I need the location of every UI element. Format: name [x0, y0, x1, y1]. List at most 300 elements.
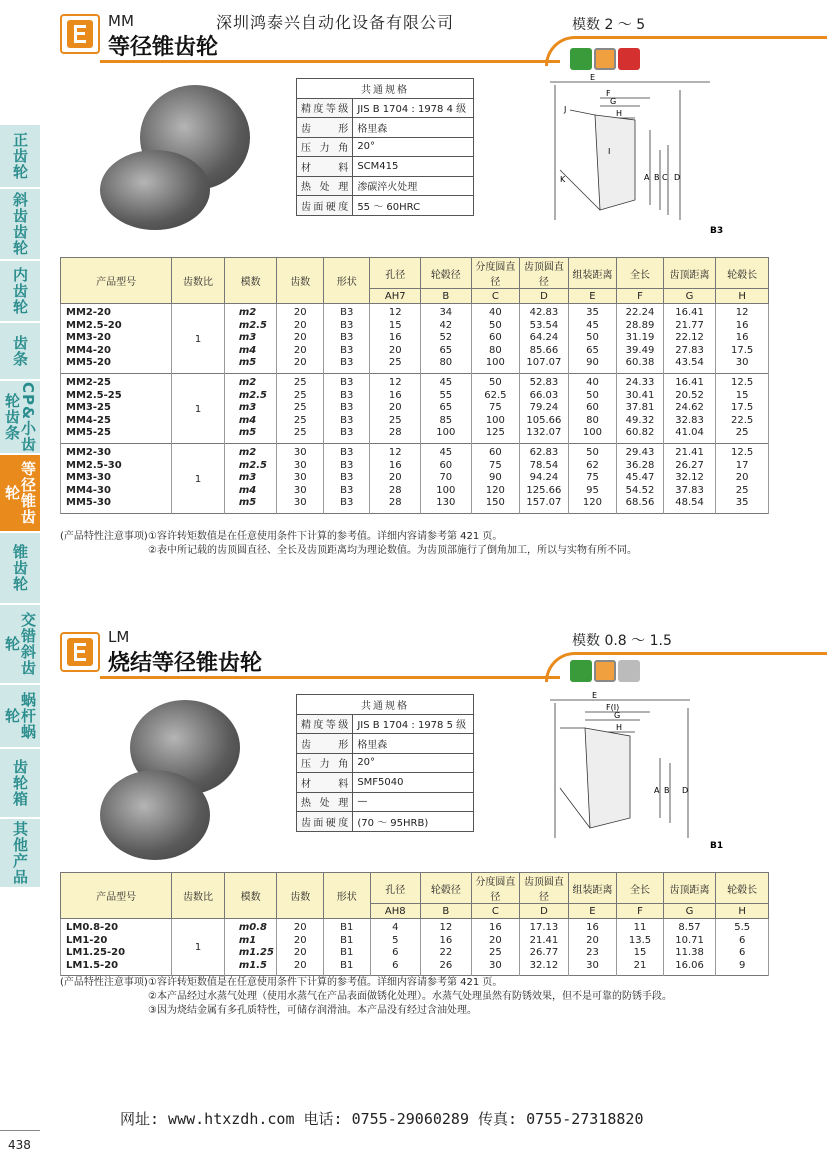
gear-ratio-cell: 1 [172, 443, 225, 513]
diagram-dim: E [592, 691, 598, 700]
table-cell: 30 [471, 960, 520, 976]
table-cell: B3 [323, 427, 370, 443]
part-number-cell: LM1.5-20 [61, 960, 172, 976]
table-row [61, 345, 769, 358]
diagram-dim: K [560, 175, 566, 184]
column-header: 齿顶圆直径 [520, 258, 569, 289]
table-cell: 24.33 [617, 373, 664, 389]
page-number: 438 [8, 1138, 31, 1152]
part-number-cell: MM4-25 [61, 415, 172, 428]
spec-value: — [353, 792, 474, 812]
part-number-cell: MM2-20 [61, 304, 172, 320]
table-cell: 25 [277, 415, 324, 428]
table-cell: 6 [370, 960, 421, 976]
diagram-dim: B [654, 173, 660, 182]
machining-icon [594, 660, 616, 682]
company-name: 深圳鸿泰兴自动化设备有限公司 [216, 13, 455, 32]
table-cell: B1 [324, 947, 371, 960]
section2-dimension-diagram [540, 688, 740, 853]
spec-value: JIS B 1704 : 1978 4 级 [353, 98, 474, 118]
table-cell: B3 [323, 415, 370, 428]
note-item: ①容许转矩数值是在任意使用条件下计算的参考值。详细内容请参考第 421 页。 [148, 531, 503, 542]
side-tab[interactable]: 交错斜齿轮 [0, 605, 40, 685]
table-cell: B3 [323, 390, 370, 403]
column-subheader: AH7 [370, 289, 421, 304]
table-cell: m4 [224, 345, 277, 358]
table-cell: 16.41 [663, 304, 716, 320]
table-cell: 11 [617, 919, 664, 935]
gear-ratio-cell: 1 [172, 373, 225, 443]
part-number-cell: MM5-30 [61, 497, 172, 513]
column-header: 分度圆直径 [471, 258, 520, 289]
spec-value: 20° [353, 753, 474, 773]
diagram-dim: D [682, 786, 689, 795]
diagram-dim: A [654, 786, 660, 795]
part-number-cell: LM1.25-20 [61, 947, 172, 960]
spec-label: 齿面硬度 [297, 812, 353, 832]
table-cell: 30 [277, 460, 324, 473]
table-cell: 20 [277, 960, 324, 976]
table-row [61, 472, 769, 485]
table-cell: 24.62 [663, 402, 716, 415]
table-cell: 12 [421, 919, 472, 935]
table-cell: m5 [224, 497, 277, 513]
table-cell: 20 [277, 345, 324, 358]
rohs-icon [570, 660, 592, 682]
table-cell: m2.5 [224, 390, 277, 403]
column-header: 产品型号 [61, 258, 172, 304]
table-cell: 8.57 [663, 919, 716, 935]
table-cell: 52 [421, 332, 472, 345]
table-cell: 42 [421, 320, 472, 333]
table-cell: B3 [323, 357, 370, 373]
spec-label: 齿形 [297, 118, 353, 138]
table-cell: 20 [277, 947, 324, 960]
table-cell: 78.54 [520, 460, 569, 473]
section1-dimension-diagram [540, 70, 740, 240]
table-cell: 60 [471, 443, 520, 459]
table-row [61, 960, 769, 976]
side-tab[interactable]: 齿条 [0, 323, 40, 381]
table-cell: 10.71 [663, 935, 716, 948]
table-cell: 16.41 [663, 373, 716, 389]
table-cell: 79.24 [520, 402, 569, 415]
diagram-dim: J [564, 105, 567, 114]
table-cell: 29.43 [617, 443, 664, 459]
table-cell: 64.24 [520, 332, 569, 345]
column-header: 组装距离 [568, 258, 617, 289]
spec-value: SCM415 [353, 157, 474, 177]
table-cell: 25 [716, 485, 769, 498]
table-cell: 70 [421, 472, 472, 485]
part-number-cell: MM3-30 [61, 472, 172, 485]
table-cell: 17.13 [520, 919, 569, 935]
table-cell: m4 [224, 415, 277, 428]
table-cell: 20 [277, 919, 324, 935]
diagram-dim: B [664, 786, 670, 795]
table-cell: 45.47 [617, 472, 664, 485]
side-tab[interactable]: 斜齿齿轮 [0, 189, 40, 261]
column-header: 形状 [324, 873, 371, 919]
note-item: ②表中所记载的齿顶圆直径、全长及齿顶距离均为理论数值。为齿顶部施行了倒角加工，所以与实物有所不同。 [148, 545, 637, 556]
table-row [61, 357, 769, 373]
column-subheader: C [471, 904, 520, 919]
table-cell: 20 [277, 320, 324, 333]
diagram-dim: H [616, 109, 623, 118]
table-cell: 100 [421, 427, 472, 443]
table-cell: 17.5 [716, 345, 769, 358]
table-cell: 32.83 [663, 415, 716, 428]
table-row [61, 460, 769, 473]
table-cell: 25 [277, 390, 324, 403]
brand-logo-icon [60, 632, 100, 672]
table-cell: B3 [323, 443, 370, 459]
column-subheader: H [716, 289, 769, 304]
column-subheader: H [716, 904, 769, 919]
table-cell: 41.04 [663, 427, 716, 443]
table-cell: 15 [716, 390, 769, 403]
table-cell: 100 [568, 427, 617, 443]
table-cell: 25 [370, 357, 421, 373]
part-number-cell: MM4-20 [61, 345, 172, 358]
spec-value: JIS B 1704 : 1978 5 级 [353, 714, 474, 734]
table-cell: 16 [471, 919, 520, 935]
table-cell: 60 [471, 332, 520, 345]
table-cell: 52.83 [520, 373, 569, 389]
table-cell: 21 [617, 960, 664, 976]
section2-notes [60, 976, 820, 1018]
table-cell: 100 [421, 485, 472, 498]
table-cell: 75 [568, 472, 617, 485]
spec-value: 20° [353, 137, 474, 157]
table-cell: 25 [471, 947, 520, 960]
table-cell: 26.27 [663, 460, 716, 473]
side-tab[interactable]: 正齿轮 [0, 125, 40, 189]
table-cell: 62.83 [520, 443, 569, 459]
table-cell: 85.66 [520, 345, 569, 358]
table-row [61, 320, 769, 333]
section1-header-line [100, 60, 560, 63]
column-header: 轮毂径 [421, 258, 472, 289]
table-cell: B3 [323, 332, 370, 345]
table-cell: 60.38 [617, 357, 664, 373]
spec-label: 精度等级 [297, 714, 353, 734]
table-cell: 32.12 [663, 472, 716, 485]
part-number-cell: MM5-25 [61, 427, 172, 443]
table-cell: 15 [617, 947, 664, 960]
table-cell: 16 [716, 320, 769, 333]
section2-header-line [100, 676, 560, 679]
table-cell: 130 [421, 497, 472, 513]
table-cell: 30 [277, 485, 324, 498]
section1-module-range: 模数 2 ～ 5 [572, 17, 646, 33]
table-cell: 26.77 [520, 947, 569, 960]
table-cell: B1 [324, 935, 371, 948]
table-row [61, 415, 769, 428]
column-subheader: F [617, 904, 664, 919]
hardened-icon [618, 48, 640, 70]
table-cell: 22.12 [663, 332, 716, 345]
column-header: 轮毂长 [716, 258, 769, 289]
table-cell: 75 [471, 460, 520, 473]
column-header: 齿顶距离 [663, 873, 716, 904]
spec-value: 渗碳淬火处理 [353, 176, 474, 196]
table-cell: m2.5 [224, 320, 277, 333]
table-row [61, 935, 769, 948]
gear-photo-bottom [100, 770, 210, 860]
spec-label: 热处理 [297, 792, 353, 812]
section1-spec-table [296, 78, 474, 216]
table-cell: 25 [277, 373, 324, 389]
table-cell: 39.49 [617, 345, 664, 358]
table-cell: 94.24 [520, 472, 569, 485]
table-cell: 45 [421, 373, 472, 389]
part-number-cell: LM0.8-20 [61, 919, 172, 935]
table-cell: 50 [568, 390, 617, 403]
diagram-dim: D [674, 173, 681, 182]
table-row [61, 443, 769, 459]
table-cell: m0.8 [224, 919, 277, 935]
note-item: ①容许转矩数值是在任意使用条件下计算的参考值。详细内容请参考第 421 页。 [148, 977, 503, 988]
table-cell: 132.07 [520, 427, 569, 443]
page-number-rule [0, 1130, 40, 1131]
part-number-cell: MM3-25 [61, 402, 172, 415]
table-row [61, 332, 769, 345]
table-cell: m5 [224, 427, 277, 443]
table-cell: B3 [323, 304, 370, 320]
table-cell: 65 [421, 345, 472, 358]
table-row [61, 427, 769, 443]
section2-badges [570, 660, 640, 682]
table-cell: 25 [370, 415, 421, 428]
diagram-dim: I [608, 147, 611, 156]
table-cell: 20 [568, 935, 617, 948]
table-cell: B3 [323, 460, 370, 473]
side-tab[interactable]: 等径锥齿轮 [0, 455, 40, 533]
table-cell: 90 [568, 357, 617, 373]
table-cell: 31.19 [617, 332, 664, 345]
table-cell: 12.5 [716, 373, 769, 389]
column-subheader: F [617, 289, 664, 304]
table-cell: 30 [277, 472, 324, 485]
side-tabs [0, 125, 40, 889]
table-cell: 20 [370, 402, 421, 415]
table-cell: 20.52 [663, 390, 716, 403]
table-cell: m4 [224, 485, 277, 498]
diagram-dim: G [610, 97, 617, 106]
table-cell: 20 [716, 472, 769, 485]
table-cell: 50 [568, 332, 617, 345]
table-cell: 12 [370, 304, 421, 320]
spec-value: 55 ～ 60HRC [353, 196, 474, 216]
table-cell: 25 [277, 427, 324, 443]
table-cell: 35 [716, 497, 769, 513]
note-item: ②本产品经过水蒸气处理（使用水蒸气在产品表面做锈化处理）。水蒸气处理虽然有防锈效果，但不是可靠的防锈手段。 [148, 991, 672, 1002]
column-header: 齿顶距离 [663, 258, 716, 289]
spec-value: 格里森 [353, 118, 474, 138]
section2-data-table [60, 872, 769, 976]
column-header: 全长 [617, 873, 664, 904]
table-cell: 120 [568, 497, 617, 513]
column-subheader: B [421, 904, 472, 919]
section1-code: MM [108, 12, 134, 30]
table-cell: 54.52 [617, 485, 664, 498]
table-cell: 62 [568, 460, 617, 473]
spec-value: SMF5040 [353, 773, 474, 793]
table-cell: 45 [421, 443, 472, 459]
table-cell: 12.5 [716, 443, 769, 459]
diagram-dim: G [614, 711, 621, 720]
diagram-dim: F [606, 89, 611, 98]
table-cell: 48.54 [663, 497, 716, 513]
column-subheader: B [421, 289, 472, 304]
column-subheader: D [520, 289, 569, 304]
table-cell: 25 [716, 427, 769, 443]
table-cell: 4 [370, 919, 421, 935]
table-cell: 50 [471, 320, 520, 333]
column-subheader: G [663, 904, 716, 919]
diagram-dim: F(I) [606, 703, 620, 712]
table-cell: 12 [716, 304, 769, 320]
note-item: ③因为烧结金属有多孔质特性，可储存润滑油。本产品没有经过含油处理。 [148, 1005, 477, 1016]
table-cell: 157.07 [520, 497, 569, 513]
section2-module-range: 模数 0.8 ～ 1.5 [572, 633, 672, 649]
section2-code: LM [108, 628, 130, 646]
table-cell: B3 [323, 497, 370, 513]
table-cell: 20 [277, 304, 324, 320]
section1-data-table [60, 257, 769, 514]
table-cell: m5 [224, 357, 277, 373]
sintered-icon [618, 660, 640, 682]
spec-label: 材料 [297, 773, 353, 793]
table-cell: 30 [277, 497, 324, 513]
table-cell: 28.89 [617, 320, 664, 333]
spec-label: 压力角 [297, 137, 353, 157]
gear-ratio-cell: 1 [172, 304, 225, 374]
column-header: 产品型号 [61, 873, 172, 919]
side-tab[interactable]: 蜗杆蜗轮 [0, 685, 40, 749]
table-cell: 11.38 [663, 947, 716, 960]
table-cell: 28 [370, 427, 421, 443]
table-cell: 125 [471, 427, 520, 443]
part-number-cell: LM1-20 [61, 935, 172, 948]
table-cell: B3 [323, 345, 370, 358]
table-cell: 50 [471, 373, 520, 389]
table-cell: 17.5 [716, 402, 769, 415]
column-subheader: E [568, 289, 617, 304]
table-cell: 22 [421, 947, 472, 960]
table-cell: 66.03 [520, 390, 569, 403]
part-number-cell: MM2.5-20 [61, 320, 172, 333]
table-cell: 28 [370, 485, 421, 498]
table-cell: 16 [716, 332, 769, 345]
table-row [61, 947, 769, 960]
section2-title: 烧结等径锥齿轮 [108, 651, 263, 676]
column-subheader: AH8 [370, 904, 421, 919]
table-cell: 50 [568, 443, 617, 459]
table-cell: m2 [224, 373, 277, 389]
part-number-cell: MM4-30 [61, 485, 172, 498]
spec-value: 格里森 [353, 734, 474, 754]
table-cell: 20 [277, 357, 324, 373]
table-cell: 6 [716, 947, 769, 960]
side-tab[interactable]: 内齿轮 [0, 261, 40, 323]
table-cell: B3 [323, 472, 370, 485]
part-number-cell: MM2.5-25 [61, 390, 172, 403]
column-header: 全长 [617, 258, 664, 289]
column-header: 轮毂长 [716, 873, 769, 904]
table-cell: 13.5 [617, 935, 664, 948]
table-cell: 37.81 [617, 402, 664, 415]
column-subheader: E [568, 904, 617, 919]
table-cell: 22.24 [617, 304, 664, 320]
table-cell: 80 [471, 345, 520, 358]
part-number-cell: MM2-30 [61, 443, 172, 459]
table-cell: 105.66 [520, 415, 569, 428]
side-tab[interactable]: 其他产品 [0, 819, 40, 889]
table-cell: 32.12 [520, 960, 569, 976]
table-cell: 107.07 [520, 357, 569, 373]
table-cell: m3 [224, 402, 277, 415]
table-cell: 23 [568, 947, 617, 960]
table-cell: 16 [370, 460, 421, 473]
table-cell: 100 [471, 415, 520, 428]
part-number-cell: MM2-25 [61, 373, 172, 389]
table-cell: 60 [421, 460, 472, 473]
table-cell: 60 [568, 402, 617, 415]
table-cell: B1 [324, 919, 371, 935]
table-cell: 20 [370, 345, 421, 358]
table-row [61, 304, 769, 320]
table-cell: 150 [471, 497, 520, 513]
table-cell: 20 [277, 332, 324, 345]
table-cell: 43.54 [663, 357, 716, 373]
machining-icon [594, 48, 616, 70]
table-cell: 20 [370, 472, 421, 485]
table-cell: 28 [370, 497, 421, 513]
side-tab[interactable]: CP&小齿轮齿条 [0, 381, 40, 455]
table-cell: 6 [370, 947, 421, 960]
table-cell: 30 [716, 357, 769, 373]
table-cell: 37.83 [663, 485, 716, 498]
table-cell: 21.77 [663, 320, 716, 333]
spec-label: 齿形 [297, 734, 353, 754]
gear-ratio-cell: 1 [172, 919, 225, 976]
side-tab[interactable]: 齿轮箱 [0, 749, 40, 819]
table-cell: B3 [323, 373, 370, 389]
table-cell: 5 [370, 935, 421, 948]
footer-contact: 网址: www.htxzdh.com 电话: 0755-29060289 传真: 0755-27318820 [120, 1110, 644, 1128]
table-cell: 6 [716, 935, 769, 948]
section1-badges [570, 48, 640, 70]
gear-photo-bottom [100, 150, 210, 230]
column-header: 模数 [224, 873, 277, 919]
diagram-dim: C [662, 173, 668, 182]
table-cell: 12 [370, 443, 421, 459]
table-cell: 25 [277, 402, 324, 415]
table-cell: 16.06 [663, 960, 716, 976]
table-cell: 15 [370, 320, 421, 333]
side-tab[interactable]: 锥齿轮 [0, 533, 40, 605]
table-cell: B3 [323, 320, 370, 333]
table-cell: B1 [324, 960, 371, 976]
table-cell: m2 [224, 304, 277, 320]
table-row [61, 373, 769, 389]
column-subheader: C [471, 289, 520, 304]
table-row [61, 919, 769, 935]
table-cell: m1 [224, 935, 277, 948]
spec-value: (70 ～ 95HRB) [353, 812, 474, 832]
